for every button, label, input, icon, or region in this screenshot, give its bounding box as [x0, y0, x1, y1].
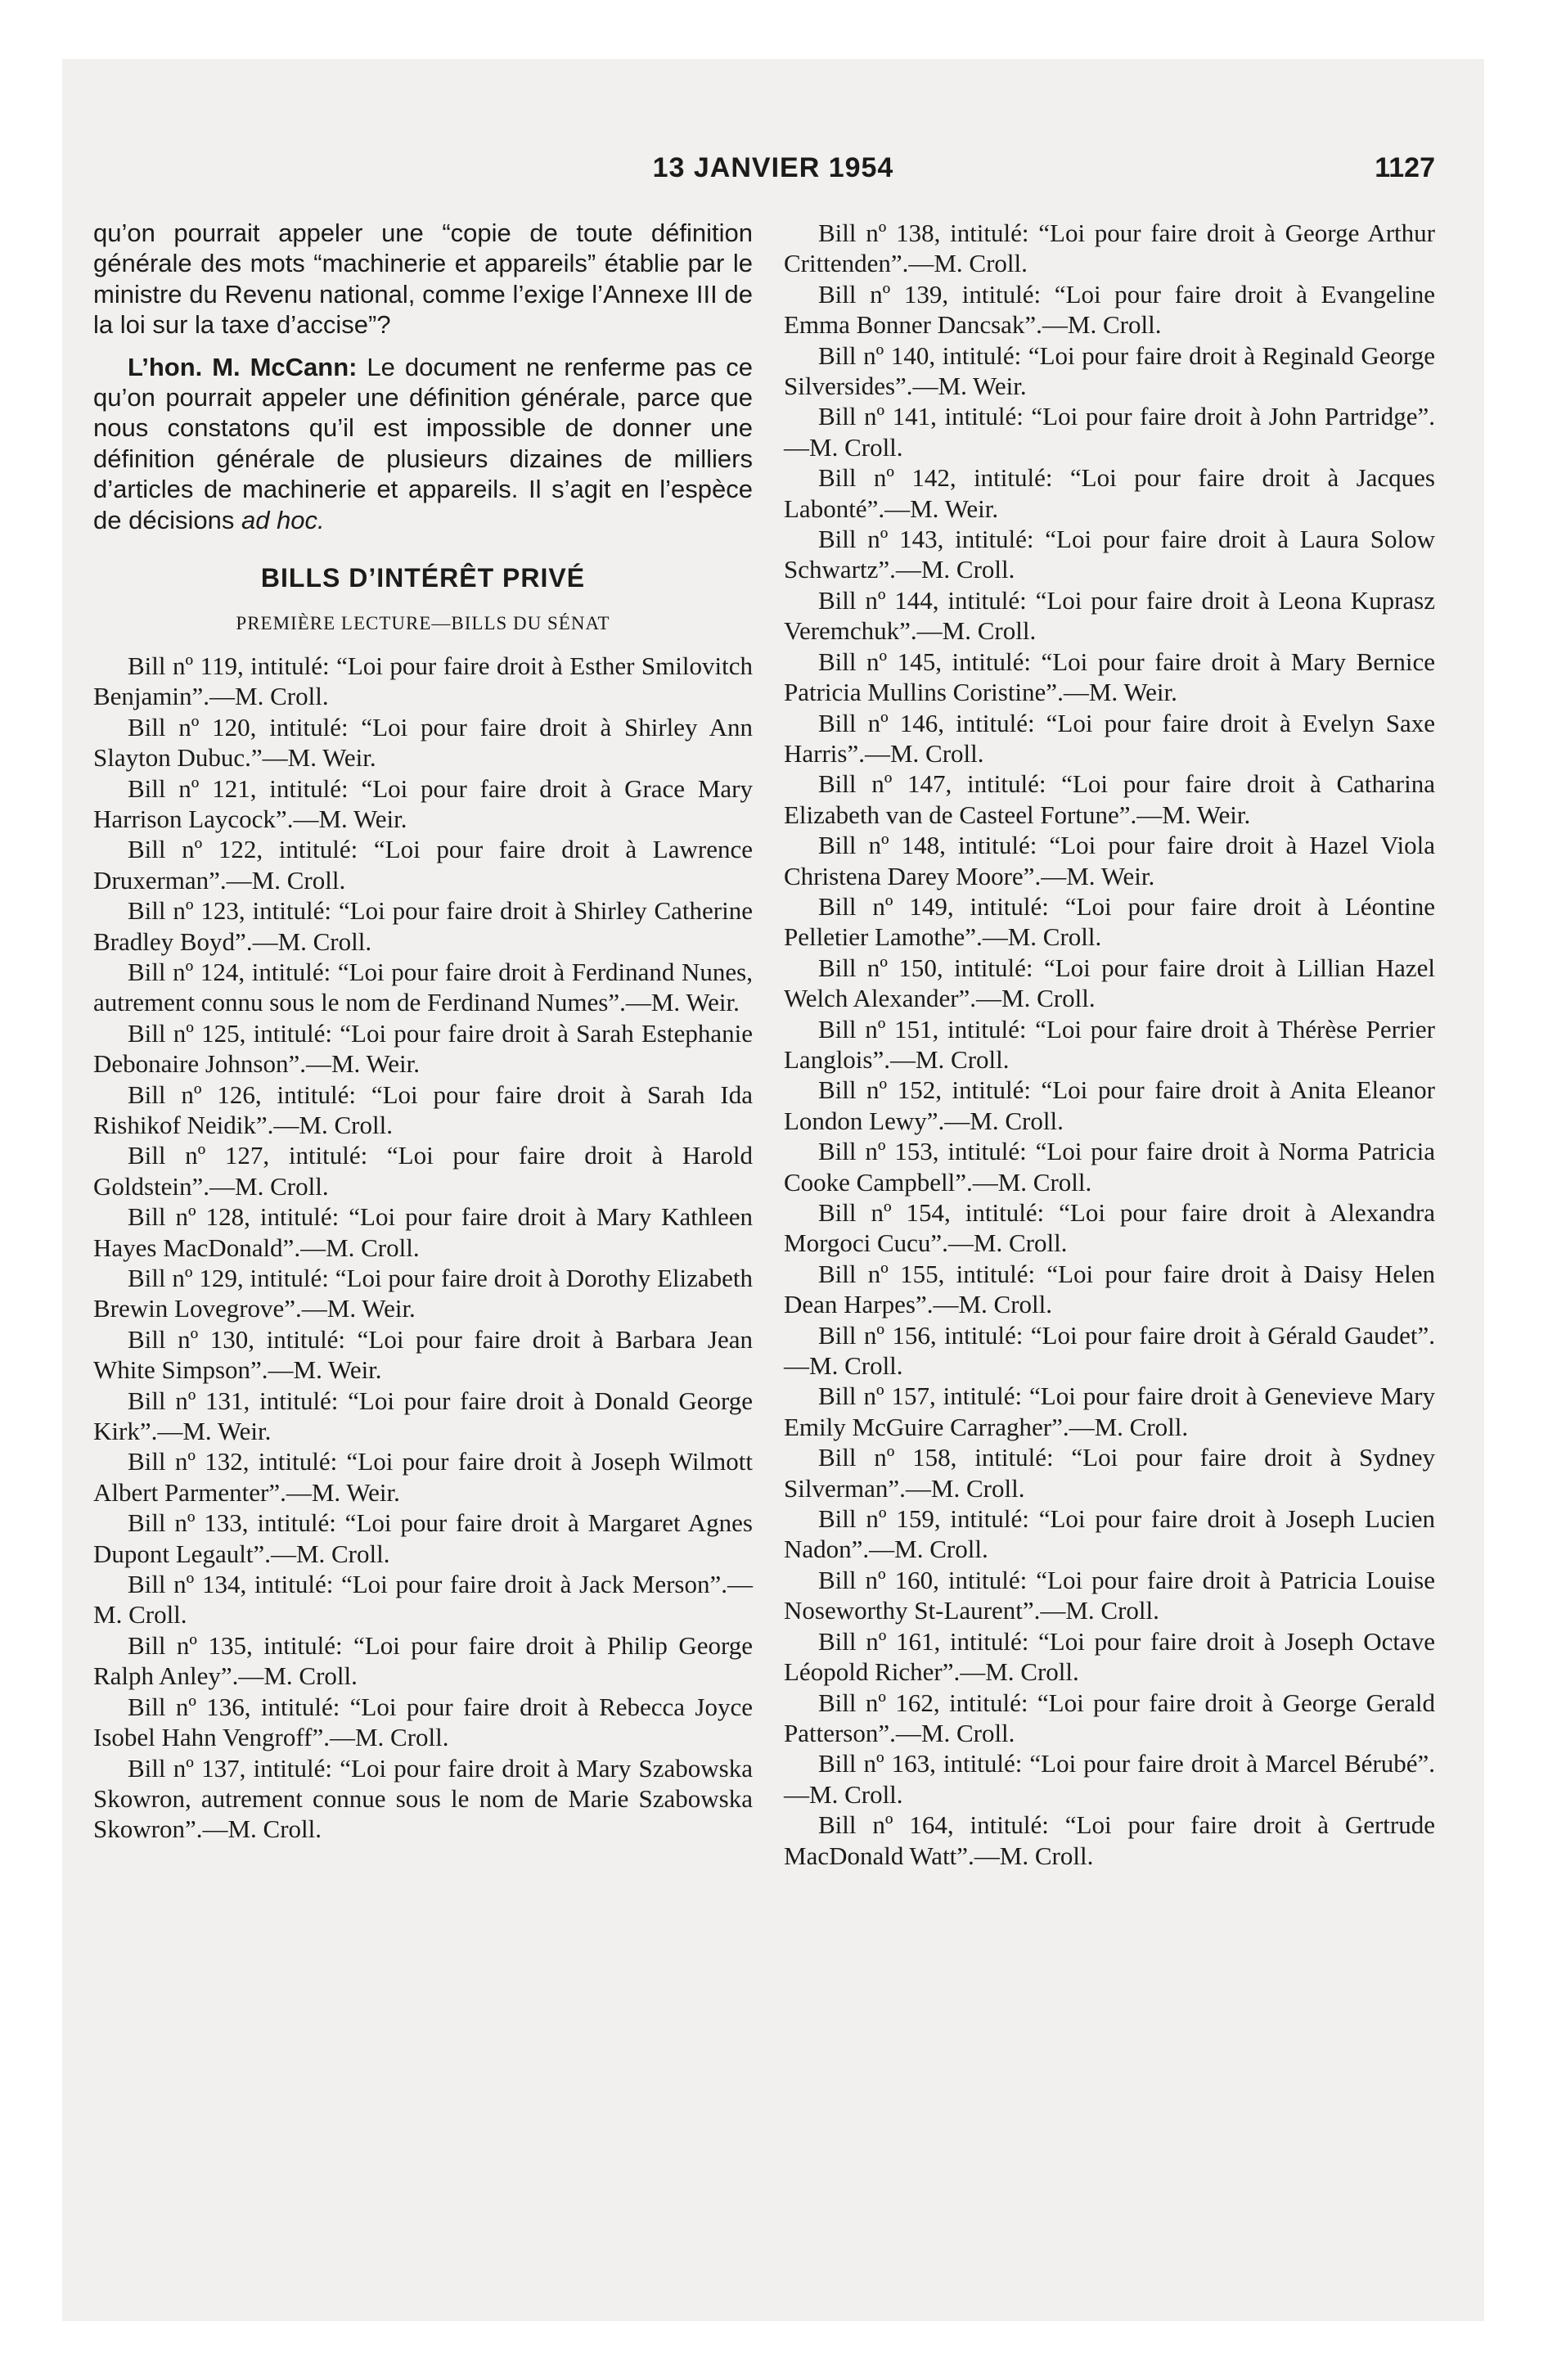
- left-column: [93, 218, 753, 1845]
- bill-entry: Bill nº 155, intitulé: “Loi pour faire droit à Daisy Helen Dean Harpes”.—M. Croll.: [784, 1259, 1435, 1319]
- speaker-name: L’hon. M. McCann:: [128, 352, 358, 381]
- bill-entry: Bill nº 137, intitulé: “Loi pour faire droit à Mary Szabowska Skowron, autrement connue sous le nom de Marie Szabowska Skowron”.—M. Croll.: [93, 1753, 753, 1844]
- bill-entry: Bill nº 124, intitulé: “Loi pour faire droit à Ferdinand Nunes, autrement connu sous le nom de Ferdinand Numes”.—M. Weir.: [93, 957, 753, 1017]
- bill-entry: Bill nº 120, intitulé: “Loi pour faire droit à Shirley Ann Slayton Dubuc.”—M. Weir.: [93, 712, 753, 773]
- bill-entry: Bill nº 121, intitulé: “Loi pour faire droit à Grace Mary Harrison Laycock”.—M. Weir.: [93, 773, 753, 833]
- bill-entry: Bill nº 126, intitulé: “Loi pour faire droit à Sarah Ida Rishikof Neidik”.—M. Croll.: [93, 1080, 753, 1139]
- left-bill-list: [93, 651, 753, 1845]
- bill-entry: Bill nº 144, intitulé: “Loi pour faire droit à Leona Kuprasz Veremchuk”.—M. Croll.: [784, 585, 1435, 646]
- bill-entry: Bill nº 152, intitulé: “Loi pour faire droit à Anita Eleanor London Lewy”.—M. Croll.: [784, 1075, 1435, 1135]
- bill-entry: Bill nº 132, intitulé: “Loi pour faire droit à Joseph Wilmott Albert Parmenter”.—M. Weir.: [93, 1447, 753, 1507]
- bill-entry: Bill nº 164, intitulé: “Loi pour faire droit à Gertrude MacDonald Watt”.—M. Croll.: [784, 1810, 1435, 1870]
- section-title: BILLS D’INTÉRÊT PRIVÉ: [260, 563, 586, 593]
- bill-entry: Bill nº 131, intitulé: “Loi pour faire droit à Donald George Kirk”.—M. Weir.: [93, 1386, 753, 1446]
- answer-italic: ad hoc.: [241, 505, 325, 534]
- right-bill-list: [784, 218, 1435, 1871]
- bill-entry: Bill nº 123, intitulé: “Loi pour faire droit à Shirley Catherine Bradley Boyd”.—M. Croll.: [93, 896, 753, 956]
- bill-entry: Bill nº 161, intitulé: “Loi pour faire droit à Joseph Octave Léopold Richer”.—M. Croll.: [784, 1626, 1435, 1687]
- bill-entry: Bill nº 134, intitulé: “Loi pour faire droit à Jack Merson”.—M. Croll.: [93, 1570, 753, 1629]
- page-header: [62, 152, 1484, 188]
- bill-entry: Bill nº 156, intitulé: “Loi pour faire droit à Gérald Gaudet”.—M. Croll.: [784, 1320, 1435, 1381]
- bill-entry: Bill nº 139, intitulé: “Loi pour faire droit à Evangeline Emma Bonner Dancsak”.—M. Croll.: [784, 279, 1435, 340]
- bill-entry: Bill nº 135, intitulé: “Loi pour faire droit à Philip George Ralph Anley”.—M. Croll.: [93, 1630, 753, 1691]
- bill-entry: Bill nº 138, intitulé: “Loi pour faire droit à George Arthur Crittenden”.—M. Croll.: [784, 219, 1435, 278]
- bill-entry: Bill nº 159, intitulé: “Loi pour faire droit à Joseph Lucien Nadon”.—M. Croll.: [784, 1504, 1435, 1564]
- minister-answer: [93, 352, 753, 535]
- bill-entry: Bill nº 136, intitulé: “Loi pour faire droit à Rebecca Joyce Isobel Hahn Vengroff”.—M. Croll.: [93, 1692, 753, 1752]
- bill-entry: Bill nº 143, intitulé: “Loi pour faire droit à Laura Solow Schwartz”.—M. Croll.: [784, 525, 1435, 584]
- bill-entry: Bill nº 119, intitulé: “Loi pour faire droit à Esther Smilovitch Benjamin”.—M. Croll.: [93, 651, 753, 711]
- bill-entry: Bill nº 128, intitulé: “Loi pour faire droit à Mary Kathleen Hayes MacDonald”.—M. Croll.: [93, 1202, 753, 1262]
- bill-entry: Bill nº 149, intitulé: “Loi pour faire droit à Léontine Pelletier Lamothe”.—M. Croll.: [784, 891, 1435, 952]
- bill-entry: Bill nº 154, intitulé: “Loi pour faire droit à Alexandra Morgoci Cucu”.—M. Croll.: [784, 1198, 1435, 1258]
- bill-entry: Bill nº 160, intitulé: “Loi pour faire droit à Patricia Louise Noseworthy St-Laurent”.—M. Croll.: [784, 1565, 1435, 1625]
- bill-entry: Bill nº 163, intitulé: “Loi pour faire droit à Marcel Bérubé”.—M. Croll.: [784, 1749, 1435, 1809]
- bill-entry: Bill nº 130, intitulé: “Loi pour faire droit à Barbara Jean White Simpson”.—M. Weir.: [93, 1324, 753, 1385]
- bill-entry: Bill nº 145, intitulé: “Loi pour faire droit à Mary Bernice Patricia Mullins Coristine”.—M. Weir.: [784, 647, 1435, 707]
- bill-entry: Bill nº 151, intitulé: “Loi pour faire droit à Thérèse Perrier Langlois”.—M. Croll.: [784, 1014, 1435, 1074]
- bill-entry: Bill nº 141, intitulé: “Loi pour faire droit à John Partridge”.—M. Croll.: [784, 402, 1435, 462]
- subsection-title: PREMIÈRE LECTURE—BILLS DU SÉNAT: [236, 613, 610, 634]
- bill-entry: Bill nº 162, intitulé: “Loi pour faire droit à George Gerald Patterson”.—M. Croll.: [784, 1688, 1435, 1747]
- bill-entry: Bill nº 127, intitulé: “Loi pour faire droit à Harold Goldstein”.—M. Croll.: [93, 1141, 753, 1201]
- bill-entry: Bill nº 153, intitulé: “Loi pour faire droit à Norma Patricia Cooke Campbell”.—M. Croll.: [784, 1137, 1435, 1197]
- bill-entry: Bill nº 150, intitulé: “Loi pour faire droit à Lillian Hazel Welch Alexander”.—M. Croll.: [784, 953, 1435, 1013]
- right-column: [784, 218, 1435, 1871]
- bill-entry: Bill nº 148, intitulé: “Loi pour faire droit à Hazel Viola Christena Darey Moore”.—M. Weir.: [784, 831, 1435, 890]
- bill-entry: Bill nº 158, intitulé: “Loi pour faire droit à Sydney Silverman”.—M. Croll.: [784, 1443, 1435, 1503]
- page-number: 1127: [1375, 152, 1435, 183]
- question-continuation: qu’on pourrait appeler une “copie de toute définition générale des mots “machinerie et appareils” établie par le ministre du Revenu national, comme l’exige l’Annexe III de la loi sur la taxe d’accise”?: [93, 219, 753, 340]
- bill-entry: Bill nº 125, intitulé: “Loi pour faire droit à Sarah Estephanie Debonaire Johnson”.—M. Weir.: [93, 1018, 753, 1079]
- answer-text: Le document ne renferme pas ce qu’on pourrait appeler une définition générale, parce que nous constatons qu’il est impossible de donner une définition générale de plusieurs dizaines de milliers d’articles de machinerie et appareils. Il s’agit en l’espèce de décisions: [93, 352, 753, 534]
- bill-entry: Bill nº 147, intitulé: “Loi pour faire droit à Catharina Elizabeth van de Casteel Fortune”.—M. Weir.: [784, 769, 1435, 829]
- bill-entry: Bill nº 146, intitulé: “Loi pour faire droit à Evelyn Saxe Harris”.—M. Croll.: [784, 708, 1435, 768]
- bill-entry: Bill nº 140, intitulé: “Loi pour faire droit à Reginald George Silversides”.—M. Weir.: [784, 340, 1435, 401]
- bill-entry: Bill nº 129, intitulé: “Loi pour faire droit à Dorothy Elizabeth Brewin Lovegrove”.—M. Weir.: [93, 1264, 753, 1323]
- bill-entry: Bill nº 157, intitulé: “Loi pour faire droit à Genevieve Mary Emily McGuire Carragher”.—M. Croll.: [784, 1382, 1435, 1441]
- page-date-title: 13 JANVIER 1954: [652, 152, 894, 183]
- bill-entry: Bill nº 142, intitulé: “Loi pour faire droit à Jacques Labonté”.—M. Weir.: [784, 463, 1435, 523]
- bill-entry: Bill nº 122, intitulé: “Loi pour faire droit à Lawrence Druxerman”.—M. Croll.: [93, 835, 753, 895]
- bill-entry: Bill nº 133, intitulé: “Loi pour faire droit à Margaret Agnes Dupont Legault”.—M. Croll.: [93, 1508, 753, 1568]
